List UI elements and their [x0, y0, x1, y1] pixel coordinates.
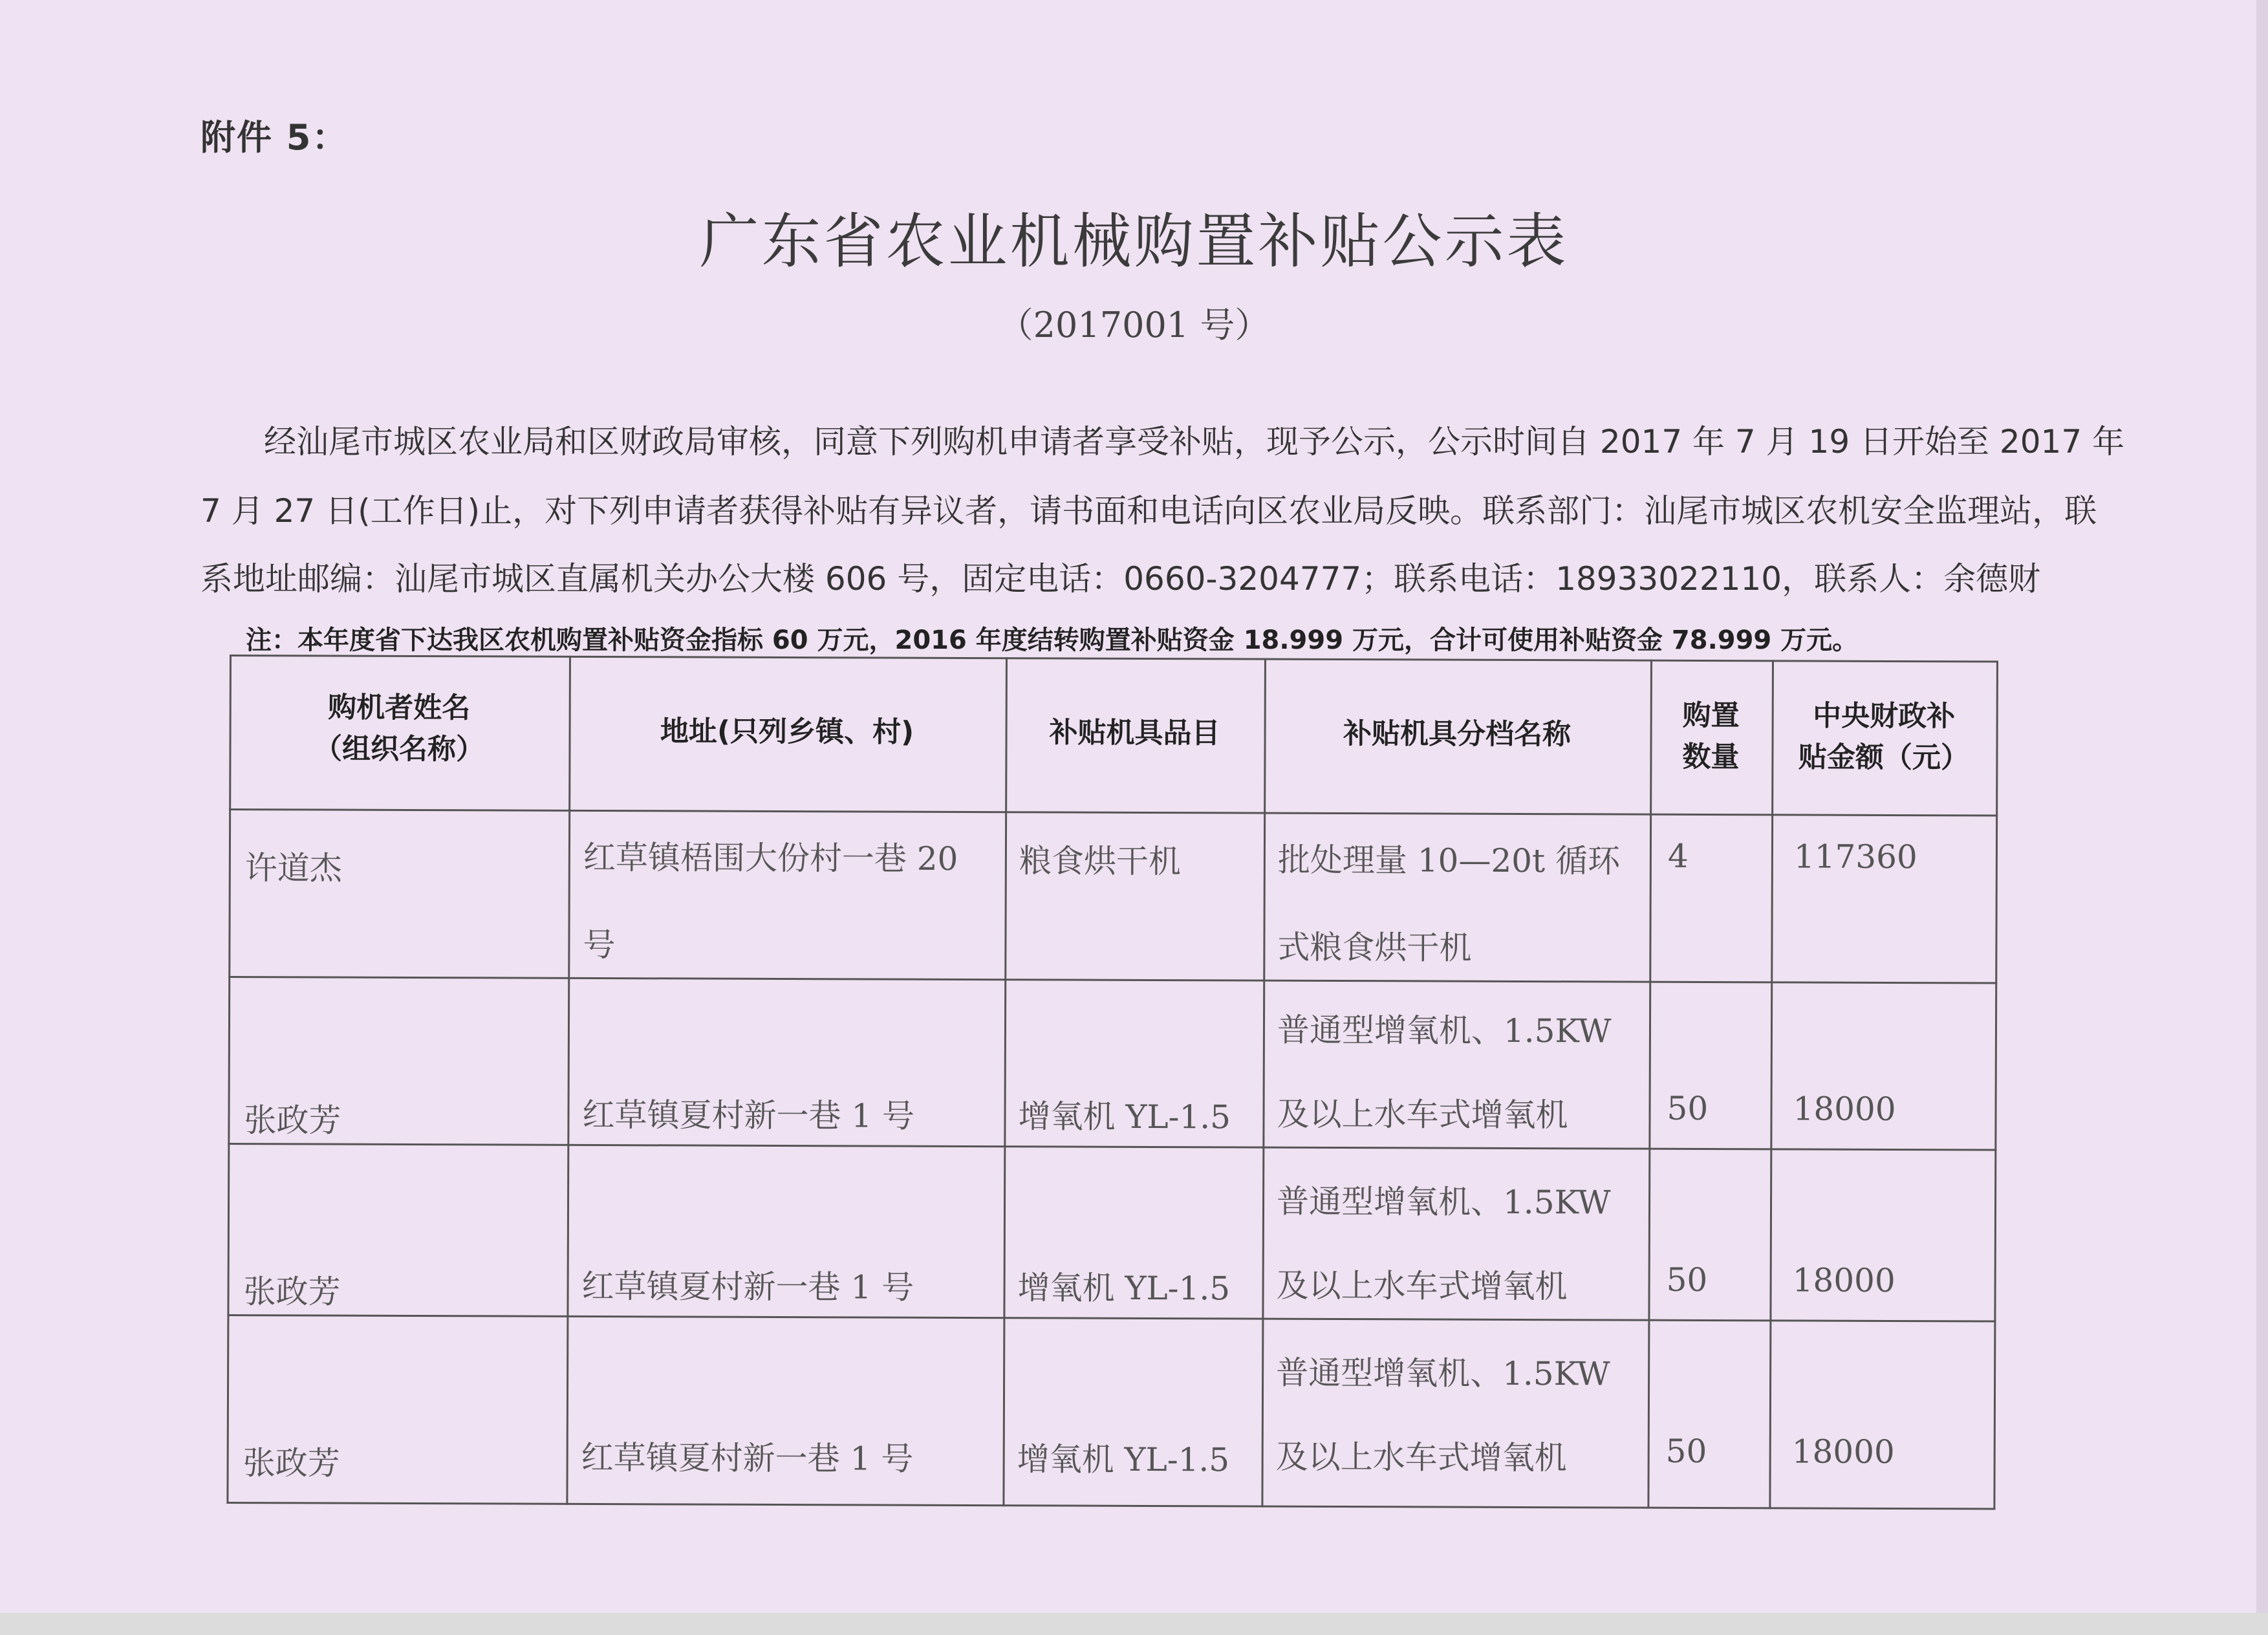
- row3-buyer: 张政芳: [243, 1273, 341, 1311]
- table-rule: [226, 655, 232, 1504]
- row1-buyer: 许道杰: [244, 849, 342, 887]
- table-rule: [226, 1502, 1995, 1510]
- table-rule: [566, 656, 571, 1505]
- row2-model-line2: 及以上水车式增氧机: [1277, 1095, 1568, 1134]
- doc-number: （2017001 号）: [998, 305, 1270, 345]
- row3-quantity: 50: [1666, 1261, 1708, 1299]
- scan-edge-bottom: [0, 1613, 2268, 1635]
- table-rule: [1769, 660, 1774, 1509]
- row4-buyer: 张政芳: [243, 1444, 340, 1482]
- row1-item: 粮食烘干机: [1019, 842, 1181, 881]
- row4-address: 红草镇夏村新一巷 1 号: [581, 1438, 914, 1478]
- row2-quantity: 50: [1667, 1089, 1709, 1127]
- row1-quantity: 4: [1667, 837, 1689, 875]
- row2-item: 增氧机 YL-1.5: [1018, 1098, 1231, 1136]
- row1-address: 红草镇梧围大份村一巷 20 号: [583, 838, 958, 964]
- notice-paragraph-line-3: 系地址邮编：汕尾市城区直属机关办公大楼 606 号，固定电话：0660-3204777；联系电话：18933022110，联系人：余德财: [200, 560, 2041, 598]
- subsidy-table: [226, 655, 1998, 1510]
- row4-model-line2: 及以上水车式增氧机: [1275, 1438, 1567, 1477]
- attachment-label: 附件 5：: [200, 117, 349, 158]
- header-amount-line1: 中央财政补: [1813, 699, 1956, 733]
- header-quantity: [1650, 695, 1771, 779]
- table-rule: [227, 1314, 1996, 1323]
- table-rule: [1647, 660, 1652, 1509]
- row2-amount: 18000: [1793, 1090, 1896, 1128]
- funding-note: 注：本年度省下达我区农机购置补贴资金指标 60 万元，2016 年度结转购置补贴资金 18.999 万元，合计可使用补贴资金 78.999 万元。: [246, 625, 1859, 655]
- header-amount: [1771, 695, 1996, 779]
- notice-paragraph-line-2: 7 月 27 日(工作日)止，对下列申请者获得补贴有异议者，请书面和电话向区农业局反映。联系部门：汕尾市城区农机安全监理站，联: [200, 492, 2097, 530]
- header-buyer-line2: （组织名称）: [313, 732, 485, 766]
- row4-model-line1: 普通型增氧机、1.5KW: [1276, 1354, 1610, 1393]
- row2-model-line1: 普通型增氧机、1.5KW: [1277, 1011, 1612, 1050]
- header-buyer-line1: 购机者姓名: [328, 691, 471, 725]
- header-quantity-line1: 购置: [1682, 698, 1740, 733]
- header-model-name: 补贴机具分档名称: [1343, 717, 1571, 752]
- row3-model-line2: 及以上水车式增氧机: [1276, 1266, 1568, 1306]
- row1-model-name: 批处理量 10—20t 循环式粮食烘干机: [1277, 841, 1621, 967]
- header-buyer: [229, 687, 568, 771]
- table-rule: [228, 1143, 1996, 1151]
- header-quantity-line2: 数量: [1682, 740, 1740, 774]
- table-rule: [228, 976, 1997, 984]
- row3-item: 增氧机 YL-1.5: [1017, 1269, 1231, 1308]
- table-rule: [229, 808, 1998, 817]
- row2-buyer: 张政芳: [244, 1101, 341, 1140]
- row3-address: 红草镇夏村新一巷 1 号: [581, 1267, 914, 1306]
- notice-paragraph-line-1: 经汕尾市城区农业局和区财政局审核，同意下列购机申请者享受补贴，现予公示，公示时间自 2017 年 7 月 19 日开始至 2017 年: [264, 423, 2125, 460]
- page-title: 广东省农业机械购置补贴公示表: [699, 207, 1569, 276]
- row4-quantity: 50: [1665, 1432, 1707, 1470]
- table-rule: [1002, 657, 1008, 1506]
- row3-amount: 18000: [1792, 1261, 1895, 1299]
- row2-address: 红草镇夏村新一巷 1 号: [582, 1096, 915, 1135]
- row4-amount: 18000: [1791, 1433, 1895, 1471]
- table-rule: [1993, 661, 1998, 1510]
- header-amount-line2: 贴金额（元）: [1798, 741, 1970, 775]
- table-rule: [1261, 658, 1266, 1508]
- row1-amount: 117360: [1793, 838, 1917, 876]
- header-item: 补贴机具品目: [1049, 716, 1220, 750]
- header-address: 地址(只列乡镇、村): [660, 715, 914, 749]
- row3-model-line1: 普通型增氧机、1.5KW: [1276, 1182, 1611, 1222]
- row4-item: 增氧机 YL-1.5: [1017, 1440, 1230, 1479]
